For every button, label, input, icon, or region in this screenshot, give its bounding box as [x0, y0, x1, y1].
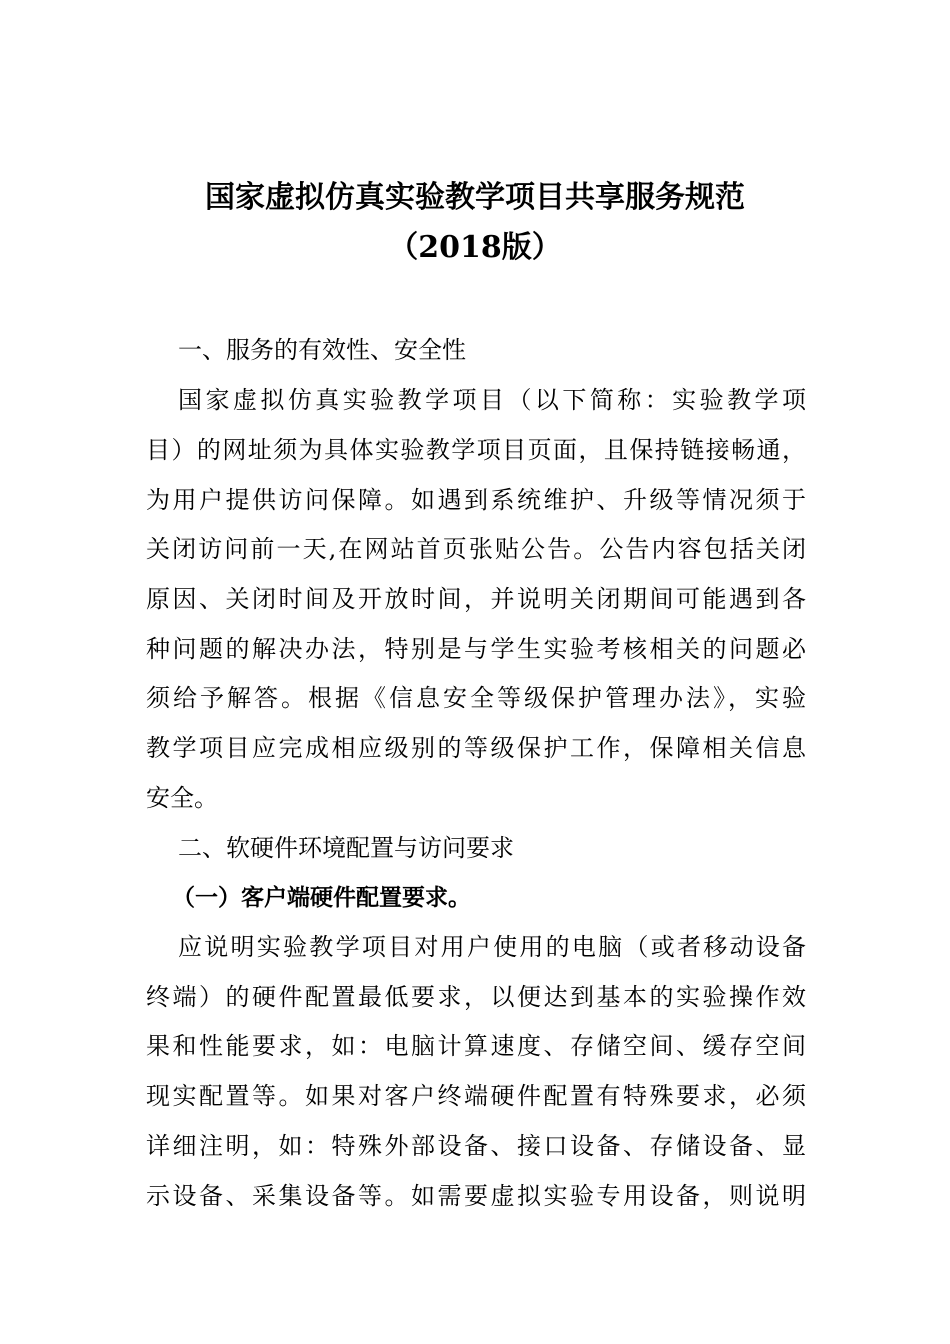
paragraph-line: 果和性能要求，如：电脑计算速度、存储空间、缓存空间 — [146, 1032, 806, 1060]
paragraph-line: 教学项目应完成相应级别的等级保护工作，保障相关信息 — [146, 734, 806, 762]
paragraph-line: 终端）的硬件配置最低要求，以便达到基本的实验操作效 — [146, 983, 806, 1011]
paragraph-line: 国家虚拟仿真实验教学项目（以下简称：实验教学项 — [178, 386, 806, 414]
paragraph-line: 示设备、采集设备等。如需要虚拟实验专用设备，则说明 — [146, 1182, 806, 1210]
document-title: 国家虚拟仿真实验教学项目共享服务规范 — [205, 180, 745, 215]
paragraph-line: 详细注明，如：特殊外部设备、接口设备、存储设备、显 — [146, 1132, 806, 1160]
paragraph-line: 应说明实验教学项目对用户使用的电脑（或者移动设备 — [178, 933, 806, 961]
section-2-subheading: （一）客户端硬件配置要求。 — [172, 884, 471, 911]
paragraph-line: 现实配置等。如果对客户终端硬件配置有特殊要求，必须 — [146, 1082, 806, 1110]
section-2-heading: 二、软硬件环境配置与访问要求 — [178, 834, 514, 862]
paragraph-line: 关闭访问前一天,在网站首页张贴公告。公告内容包括关闭 — [146, 535, 806, 563]
paragraph-line: 须给予解答。根据《信息安全等级保护管理办法》，实验 — [146, 684, 806, 712]
document-subtitle: （2018版） — [388, 230, 562, 265]
paragraph-line: 安全。 — [146, 784, 218, 812]
paragraph-line: 种问题的解决办法，特别是与学生实验考核相关的问题必 — [146, 635, 806, 663]
paragraph-line: 为用户提供访问保障。如遇到系统维护、升级等情况须于 — [146, 486, 806, 514]
section-1-heading: 一、服务的有效性、安全性 — [178, 336, 466, 364]
paragraph-line: 原因、关闭时间及开放时间，并说明关闭期间可能遇到各 — [146, 585, 806, 613]
paragraph-line: 目）的网址须为具体实验教学项目页面，且保持链接畅通， — [146, 436, 806, 464]
